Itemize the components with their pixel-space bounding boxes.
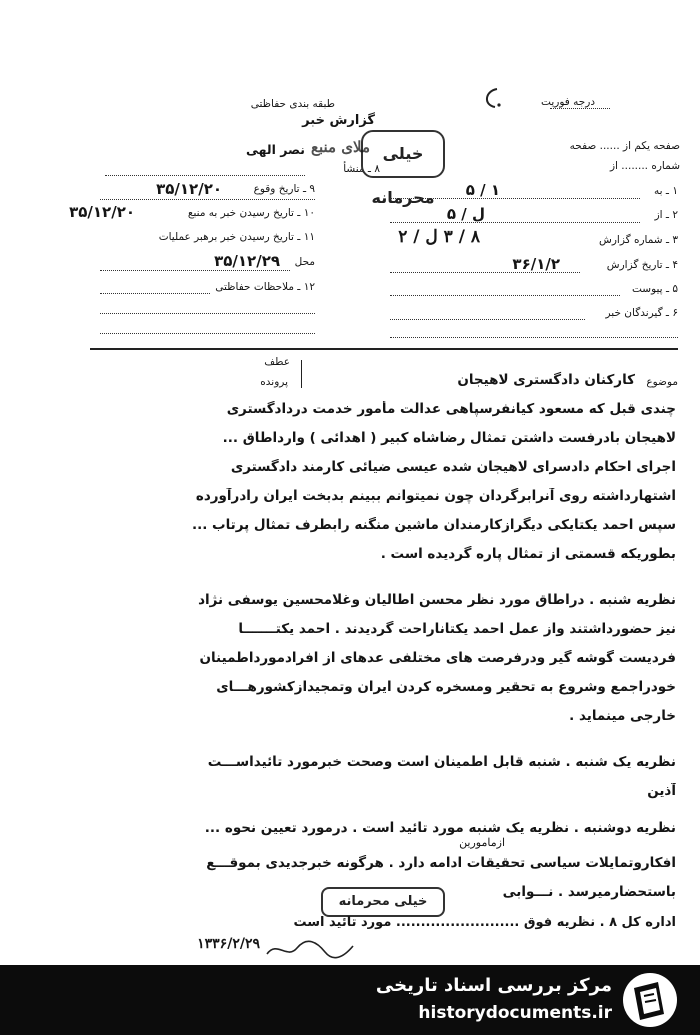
- classification-stamp: خیلی محرمانه: [361, 130, 445, 178]
- number-label: شماره ........ از: [609, 160, 680, 172]
- field-place-label: محل: [294, 256, 315, 268]
- body-line: اشتهارداشته روی آنرابرگردان چون نمیتوانم ببینم بدبخت ایران رادرآورده: [195, 488, 676, 504]
- dots-1: [390, 198, 640, 199]
- field-to-label: ۱ ـ به: [654, 185, 678, 197]
- dots-12a: [100, 293, 210, 294]
- dots-6b: [390, 337, 678, 338]
- body-line: آذین: [647, 783, 676, 799]
- footer-bar: [0, 965, 700, 1035]
- dots-place: [100, 270, 290, 271]
- body-line: نظریه یک شنبه . شنبه قابل اطمینان است وصحت خبرمورد تائیداســـت: [207, 754, 676, 770]
- header-rule: [90, 348, 678, 350]
- urgency-line: [550, 108, 610, 109]
- field-attachment-label: ۵ ـ پیوست: [631, 283, 678, 295]
- footer-org-name: مرکز بررسی اسناد تاریخی: [375, 975, 612, 996]
- dots-4: [390, 272, 580, 273]
- field-report-number-label: ۳ ـ شماره گزارش: [599, 234, 678, 246]
- dots-12c: [100, 333, 315, 334]
- body-line: نیز حضورداشتند واز عمل احمد یکتاناراحت گردیدند . احمد یکتـــــــا: [238, 621, 676, 637]
- signature-scribble-icon: [265, 938, 355, 962]
- dots-12b: [100, 313, 315, 314]
- classification-label: طبقه بندی حفاظتی: [250, 98, 335, 110]
- field-report-number-value: ۸ / ۳ ل / ۲: [398, 227, 480, 247]
- body-line: بطوریکه قسمتی از تمثال پاره گردیده است .: [380, 546, 676, 562]
- field-to-value: ۱ / ۵: [465, 181, 500, 199]
- dots-9: [100, 199, 315, 200]
- handwritten-insert: ازمامورین: [459, 836, 505, 849]
- field-operations-date-label: ۱۱ ـ تاریخ رسیدن خبر برهبر عملیات: [158, 231, 315, 243]
- field-from-value: ل / ۵: [446, 205, 485, 223]
- page-label: صفحه یکم از ...... صفحه: [569, 140, 680, 152]
- source-line: [105, 175, 305, 176]
- body-line: خودراجمع وشروع به تحقیر ومسخره کردن ایران وتمجیدازکشورهـــای: [216, 679, 676, 695]
- urgency-label: درجه فوریت: [541, 96, 595, 108]
- body-line: سپس احمد یکتا‌یکی دیگرازکارمندان ماشین منگنه رابطرف تمثال پرتاب ...: [191, 517, 676, 533]
- bottom-stamp: خیلی محرمانه: [321, 887, 445, 917]
- body-line: افکاروتمایلات سیاسی تحقیقات ادامه دارد . هرگونه خبرجدیدی بموقـــع: [206, 855, 676, 871]
- body-line: نظریه شنبه . دراطاق مورد نظر محسن اطالیان وغلامحسین یوسفی نژاد: [198, 592, 676, 608]
- field-from-label: ۲ ـ از: [654, 209, 678, 221]
- field-security-notes-label: ۱۲ ـ ملاحظات حفاظتی: [215, 281, 315, 293]
- source-value: نصر الهی: [245, 142, 305, 157]
- dots-2: [390, 222, 640, 223]
- bottom-endorsement: اداره کل ۸ . نظریه فوق ......................... مورد تائید است: [293, 915, 676, 930]
- subject-label: موضوع: [646, 376, 678, 388]
- field-source-date-label: ۱۰ ـ تاریخ رسیدن خبر به منبع: [187, 207, 315, 219]
- archive-logo-icon: [620, 970, 680, 1030]
- body-line: چندی قبل که مسعود کیانفرسپاهی عدالت مأمور خدمت دردادگستری: [226, 401, 676, 417]
- form-title: گزارش خبر: [302, 113, 375, 128]
- field-report-date-value: ۳۶/۱/۲: [512, 255, 560, 273]
- field-occurrence-date-label: ۹ ـ تاریخ وقوع: [253, 183, 315, 195]
- body-line: خارجی مینماید .: [569, 708, 676, 724]
- urgency-mark-icon: [477, 85, 505, 111]
- field-occurrence-date-value: ۳۵/۱۲/۲۰: [156, 180, 222, 198]
- footer-url: historydocuments.ir: [418, 1003, 612, 1023]
- body-line: نظریه دوشنبه . نظریه یک شنبه مورد تائید است . درمورد تعیین نحوه ...: [204, 820, 676, 836]
- atf-label: عطف: [264, 356, 290, 368]
- body-line: فردیست گوشه گیر ودرفرصت های مختلفی عدهای از افرادمورداطمینان: [199, 650, 676, 666]
- body-line: اجرای احکام دادسرای لاهیجان شده عیسی ضیائی کارمند دادگستری: [230, 459, 676, 475]
- field-place-value: ۳۵/۱۲/۲۹: [214, 252, 280, 270]
- handwritten-source: ملا‌ی منبع: [310, 138, 370, 156]
- field-recipients-label: ۶ ـ گیرندگان خبر: [605, 307, 678, 319]
- field-source-date-value: ۳۵/۱۲/۲۰: [69, 203, 135, 221]
- parvande-label: پرونده: [260, 376, 288, 388]
- subject-bracket: [293, 360, 302, 388]
- subject-value: کارکنان دادگستری لاهیجان: [457, 372, 635, 388]
- body-line: لاهیجان بادرفست داشتن تمثال رضاشاه کبیر ( اهدائی ) وارداطاق ...: [222, 430, 676, 446]
- dots-5: [390, 295, 620, 296]
- source-label: ۸ ـ منشأ: [343, 163, 380, 175]
- body-line: باستحضارمیرسد . نـــوابی: [502, 884, 676, 900]
- bottom-signature: ۱۳۳۶/۲/۲۹: [197, 936, 260, 952]
- dots-6a: [390, 319, 585, 320]
- field-report-date-label: ۴ ـ تاریخ گزارش: [606, 259, 678, 271]
